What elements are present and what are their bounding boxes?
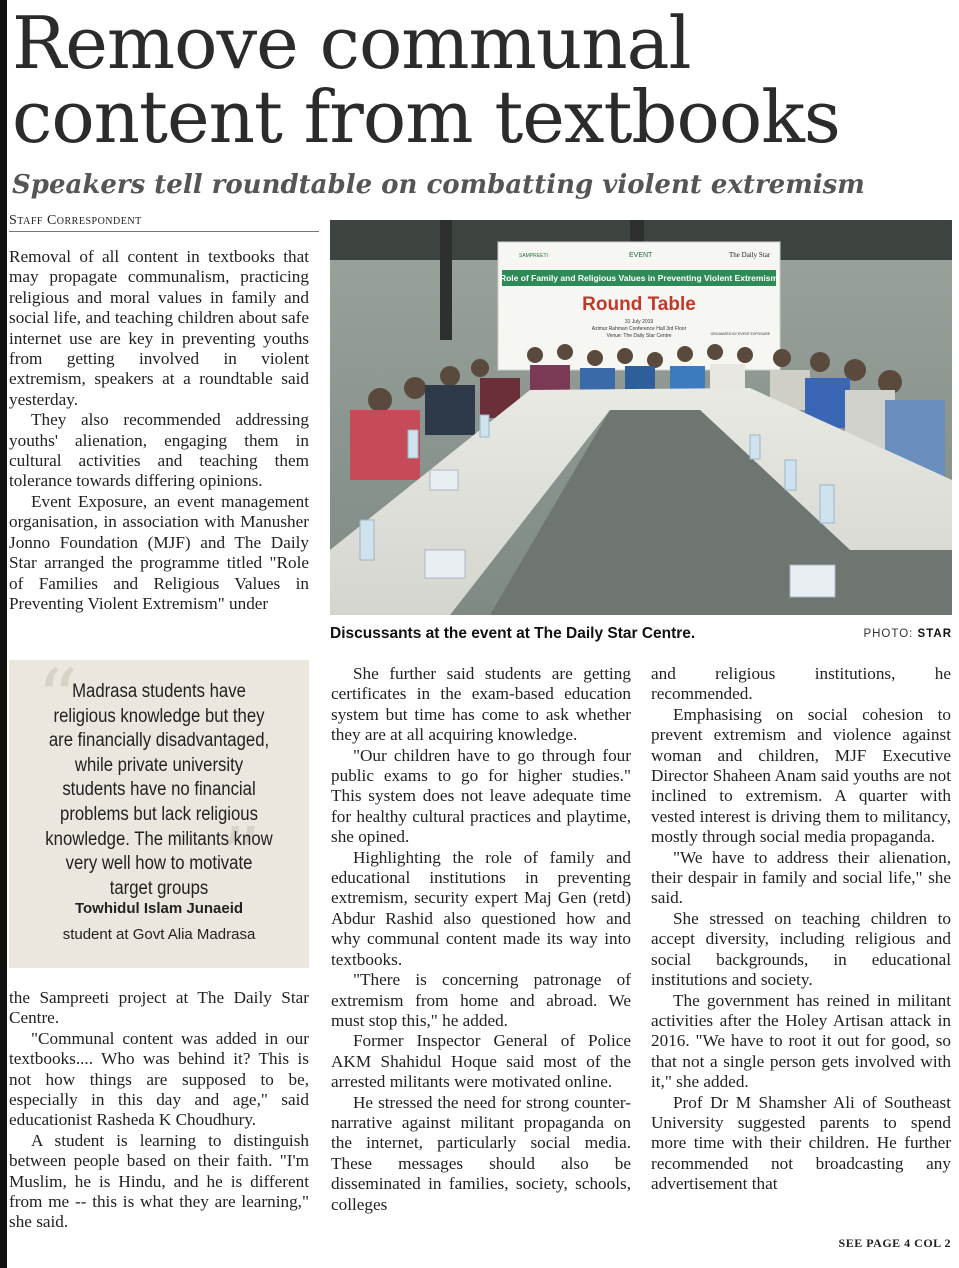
continued-reference[interactable]: SEE PAGE 4 COL 2 [838,1236,951,1250]
paragraph: "Our children have to go through four public exams to go for higher studies." This system does not leave adequate time for healthy cultural practices and playtime, she opined. [331,745,631,847]
event-photo [330,220,952,615]
headline: Remove communal content from textbooks [12,1,840,159]
banner-title: Role of Family and Religious Values in Preventing Violent Extremism [499,273,779,283]
paragraph: Highlighting the role of family and educational institutions in preventing extremism, security expert Maj Gen (retd) Abdur Rashid also questioned how and why communal content made its way into textbooks. [331,847,631,969]
pull-quote-text: Madrasa students have religious knowledge but they are financially disadvantaged, while private university students have no financial problems but lack religious knowledge. The militants know very well how to motivate target groups [45,681,273,899]
photo-caption: Discussants at the event at The Daily Star Centre. [330,625,696,642]
column-3 [651,664,951,1195]
paragraph: "Communal content was added in our textbooks.... Who was behind it? This is not how things are supposed to be, especially in this day and age," said educationist Rasheda K Choudhury. [9,1028,309,1130]
photo-credit-name: STAR [917,628,952,640]
paragraph: He stressed the need for strong counter-narrative against militant propaganda on the internet, particularly social media. These messages should also be disseminated in families, society, schools, colleges [331,1092,631,1214]
paragraph: and religious institutions, he recommended. [651,664,951,704]
banner-logo-mid: EVENT [629,252,653,259]
photo-credit-label: PHOTO: [863,628,914,640]
banner-venue-line1: Azimur Rahman Conference Hall 3rd Floor [591,326,687,332]
photo-caption-block [330,625,952,643]
banner-logo-right: The Daily Star [729,251,771,259]
paragraph: Emphasising on social cohesion to prevent extremism and violence against woman and children, MJF Executive Director Shaheen Anam said youths are not inclined to extremism. A quarter with vested interest is driving them to militancy, mostly through social media propaganda. [651,704,951,847]
pull-quote [9,652,309,968]
banner-venue-line2: Venue: The Daily Star Centre [606,333,672,339]
paragraph: "We have to address their alienation, their despair in family and social life," she said. [651,847,951,908]
banner-logo-left: SAMPREETI [519,253,548,259]
paragraph: She further said students are getting certificates in the exam-based education system but time has come to ask whether they are at all acquiring knowledge. [331,664,631,745]
photo-credit [863,628,952,640]
column-1-lower [9,988,309,1233]
pull-quote-role: student at Govt Alia Madrasa [62,926,256,943]
paragraph: Event Exposure, an event management organisation, in association with Manusher Jonno Foundation (MJF) and The Daily Star arranged the programme titled "Role of Families and Religious Values in Preventing Violent Extremism" under [9,491,309,613]
open-quote-icon: “ [37,652,78,745]
left-rule [0,0,7,1268]
paragraph: Removal of all content in textbooks that may propagate communalism, practicing religious and moral values in family and social life, and teaching children about safe internet use are key in preventing youths from getting involved in violent extremism, speakers at a roundtable said yesterday. [9,247,309,409]
paragraph: A student is learning to distinguish between people based on their faith. "I'm Muslim, he is Hindu, and he is different from me -- this is what they are learning," she said. [9,1130,309,1232]
paragraph: The government has reined in militant activities after the Holey Artisan attack in 2016. "We have to root it out for good, so that not a single person gets involved with it," she added. [651,990,951,1092]
roundtable-photo-illustration [330,220,952,615]
subheadline: Speakers tell roundtable on combatting violent extremism [12,170,865,200]
paragraph: She stressed on teaching children to accept diversity, including religious and social backgrounds, in educational institutions and society. [651,908,951,990]
paragraph: They also recommended addressing youths' alienation, engaging them in cultural activities and teaching them tolerance towards differing opinions. [9,410,309,491]
close-quote-icon: ” [220,810,261,903]
pull-quote-author: Towhidul Islam Junaeid [74,900,244,917]
column-2 [331,664,631,1215]
paragraph: Prof Dr M Shamsher Ali of Southeast University suggested parents to spend more time with their children. He further recommended not broadcasting any advertisement that [651,1092,951,1194]
banner-date: 31 July 2019 [624,319,654,325]
paragraph: Former Inspector General of Police AKM Shahidul Hoque said most of the arrested militants were motivated online. [331,1031,631,1092]
paragraph: the Sampreeti project at The Daily Star Centre. [9,988,309,1028]
column-1-upper [9,247,309,614]
banner-heading: Round Table [582,294,696,315]
paragraph: "There is concerning patronage of extremism from home and abroad. We must stop this," he added. [331,970,631,1030]
byline: Staff Correspondent [9,213,319,232]
banner-organizer: ORGANIZED BY EVENT EXPOSURE [710,332,770,336]
